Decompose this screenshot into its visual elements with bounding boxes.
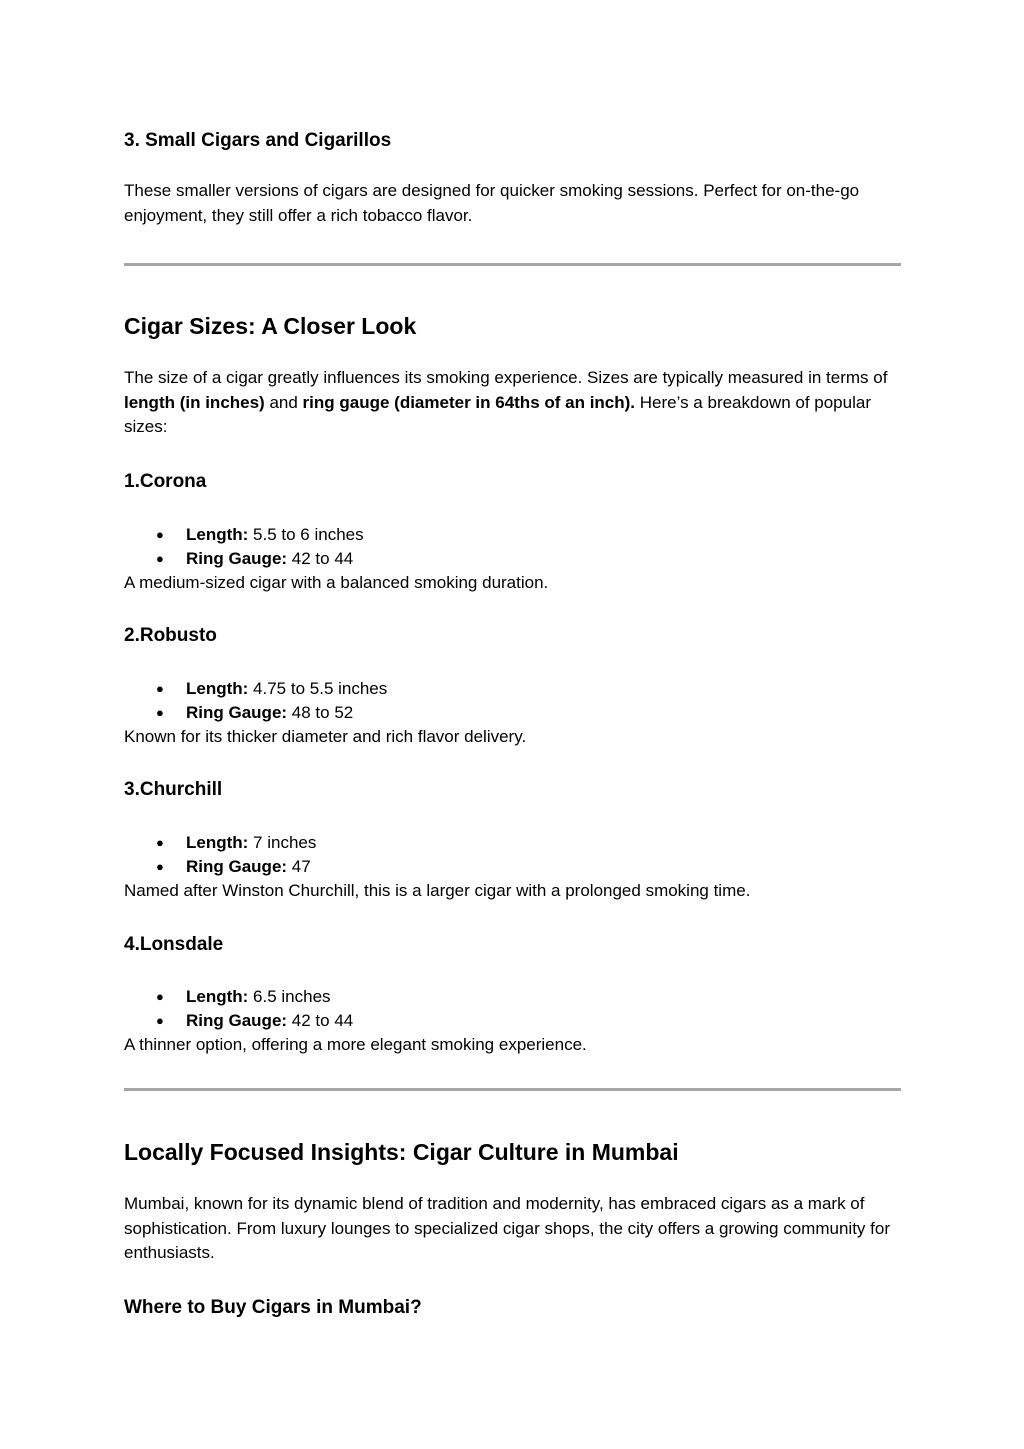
section-heading-cigar-sizes: Cigar Sizes: A Closer Look bbox=[124, 313, 417, 339]
section-divider bbox=[124, 263, 901, 266]
section-divider bbox=[124, 1088, 901, 1091]
list-item: ● Ring Gauge: 42 to 44 bbox=[124, 1009, 902, 1033]
bullet-icon: ● bbox=[156, 859, 164, 874]
lonsdale-note: A thinner option, offering a more elegant smoking experience. bbox=[124, 1035, 587, 1054]
list-item: ● Ring Gauge: 47 bbox=[124, 855, 902, 879]
bullet-icon: ● bbox=[156, 681, 164, 696]
size-heading-churchill: 3.Churchill bbox=[124, 779, 223, 800]
list-item: ● Length: 5.5 to 6 inches bbox=[124, 523, 902, 547]
list-item: ● Length: 4.75 to 5.5 inches bbox=[124, 677, 902, 701]
churchill-spec-list bbox=[124, 831, 902, 879]
size-heading-lonsdale: 4.Lonsdale bbox=[124, 934, 224, 955]
size-heading-robusto: 2.Robusto bbox=[124, 625, 217, 646]
lonsdale-spec-list bbox=[124, 985, 902, 1033]
list-item: ● Length: 6.5 inches bbox=[124, 985, 902, 1009]
cigar-sizes-intro: The size of a cigar greatly influences its smoking experience. Sizes are typically measured in terms of length (in inches) and ring gauge (diameter in 64ths of an inch). Here’s a breakdown of popular sizes: bbox=[124, 368, 888, 436]
bullet-icon: ● bbox=[156, 989, 164, 1004]
robusto-spec-list bbox=[124, 677, 902, 725]
bullet-icon: ● bbox=[156, 527, 164, 542]
size-heading-corona: 1.Corona bbox=[124, 471, 207, 492]
bullet-icon: ● bbox=[156, 551, 164, 566]
mumbai-paragraph: Mumbai, known for its dynamic blend of tradition and modernity, has embraced cigars as a mark of sophistication. From luxury lounges to specialized cigar shops, the city offers a growing community for enthusiasts. bbox=[124, 1194, 890, 1262]
list-item: ● Length: 7 inches bbox=[124, 831, 902, 855]
subheading-where-to-buy: Where to Buy Cigars in Mumbai? bbox=[124, 1297, 422, 1318]
list-item: ● Ring Gauge: 42 to 44 bbox=[124, 547, 902, 571]
bold-ring-gauge-term: ring gauge (diameter in 64ths of an inch). bbox=[302, 392, 636, 412]
small-cigars-paragraph: These smaller versions of cigars are designed for quicker smoking sessions. Perfect for on-the-go enjoyment, they still offer a rich tobacco flavor. bbox=[124, 181, 860, 225]
bullet-icon: ● bbox=[156, 705, 164, 720]
corona-spec-list bbox=[124, 523, 902, 571]
bullet-icon: ● bbox=[156, 835, 164, 850]
bullet-icon: ● bbox=[156, 1013, 164, 1028]
bold-length-term: length (in inches) bbox=[124, 392, 265, 412]
list-item: ● Ring Gauge: 48 to 52 bbox=[124, 701, 902, 725]
robusto-note: Known for its thicker diameter and rich flavor delivery. bbox=[124, 727, 527, 746]
churchill-note: Named after Winston Churchill, this is a larger cigar with a prolonged smoking time. bbox=[124, 881, 751, 900]
section-heading-small-cigars: 3. Small Cigars and Cigarillos bbox=[124, 130, 392, 151]
corona-note: A medium-sized cigar with a balanced smoking duration. bbox=[124, 573, 549, 592]
section-heading-mumbai: Locally Focused Insights: Cigar Culture in Mumbai bbox=[124, 1139, 679, 1165]
